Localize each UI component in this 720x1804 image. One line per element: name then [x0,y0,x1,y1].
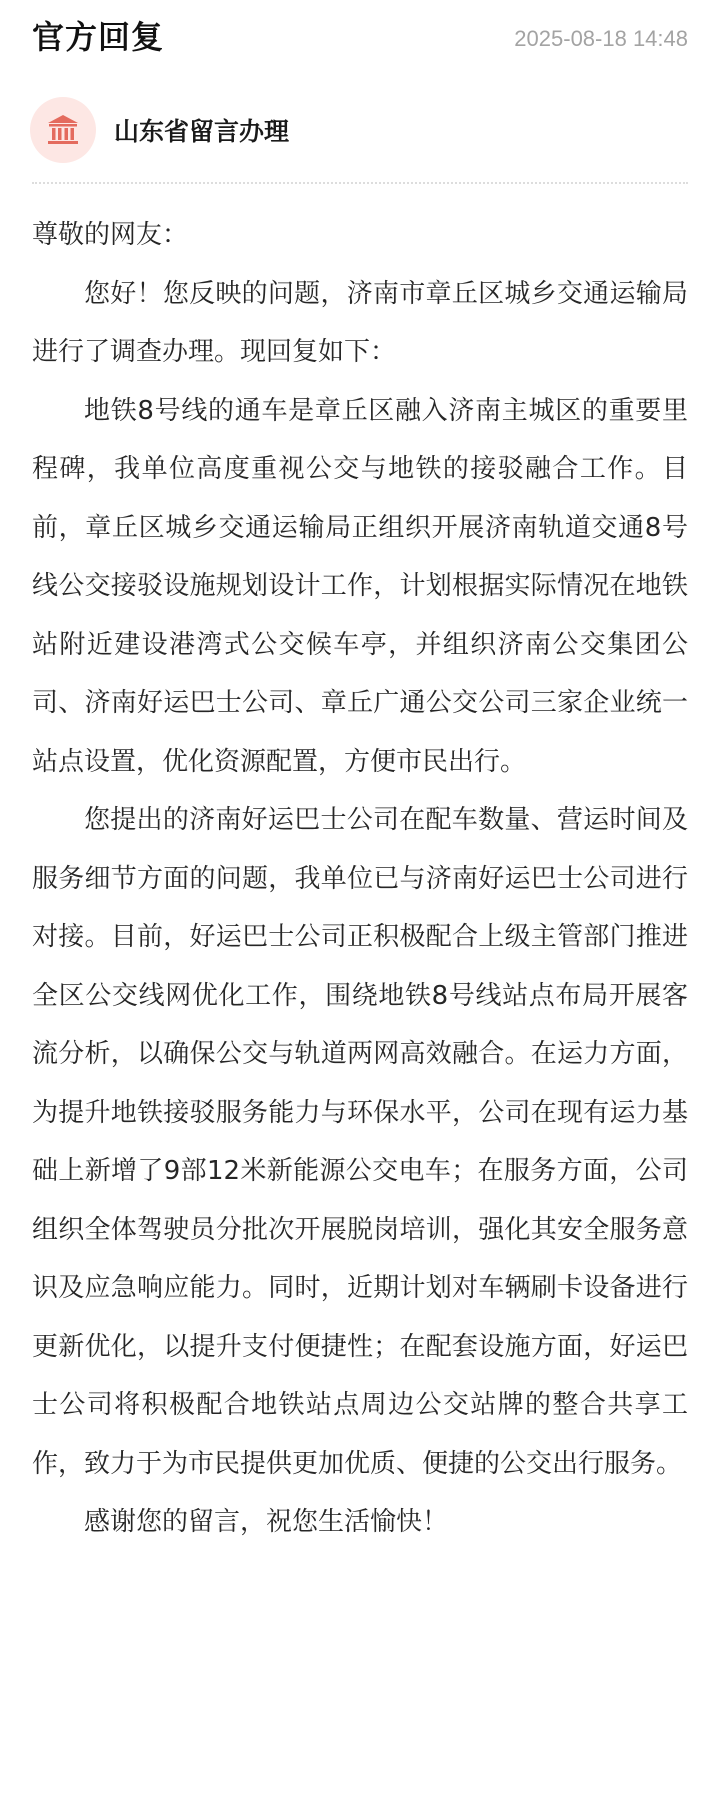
building-icon [45,112,81,148]
page-title: 官方回复 [32,18,165,56]
reply-timestamp: 2025-08-18 14:48 [514,26,688,51]
reply-paragraph-3: 您提出的济南好运巴士公司在配车数量、营运时间及服务细节方面的问题，我单位已与济南好运巴士公司进行对接。目前，好运巴士公司正积极配合上级主管部门推进全区公交线网优化工作，围绕地铁8号线站点布局开展客流分析，以确保公交与轨道两网高效融合。在运力方面，为提升地铁接驳服务能力与环保水平，公司在现有运力基础上新增了9部12米新能源公交电车；在服务方面，公司组织全体驾驶员分批次开展脱岗培训，强化其安全服务意识及应急响应能力。同时，近期计划对车辆刷卡设备进行更新优化，以提升支付便捷性；在配套设施方面，好运巴士公司将积极配合地铁站点周边公交站牌的整合共享工作，致力于为市民提供更加优质、便捷的公交出行服务。 [32,805,688,1479]
reply-body [32,184,688,1552]
reply-paragraph-2: 地铁8号线的通车是章丘区融入济南主城区的重要里程碑，我单位高度重视公交与地铁的接驳融合工作。目前，章丘区城乡交通运输局正组织开展济南轨道交通8号线公交接驳设施规划设计工作，计划根据实际情况在地铁站附近建设港湾式公交候车亭，并组织济南公交集团公司、济南好运巴士公司、章丘广通公交公司三家企业统一站点设置，优化资源配置，方便市民出行。 [32,395,688,777]
organization-name: 山东省留言办理 [114,117,290,146]
reply-closing: 感谢您的留言，祝您生活愉快！ [84,1507,449,1537]
organization-avatar [30,97,96,163]
reply-salutation: 尊敬的网友： [32,220,189,250]
organization-row[interactable] [32,82,688,178]
reply-paragraph-1: 您好！您反映的问题，济南市章丘区城乡交通运输局进行了调查办理。现回复如下： [32,278,688,367]
reply-header [32,0,688,82]
